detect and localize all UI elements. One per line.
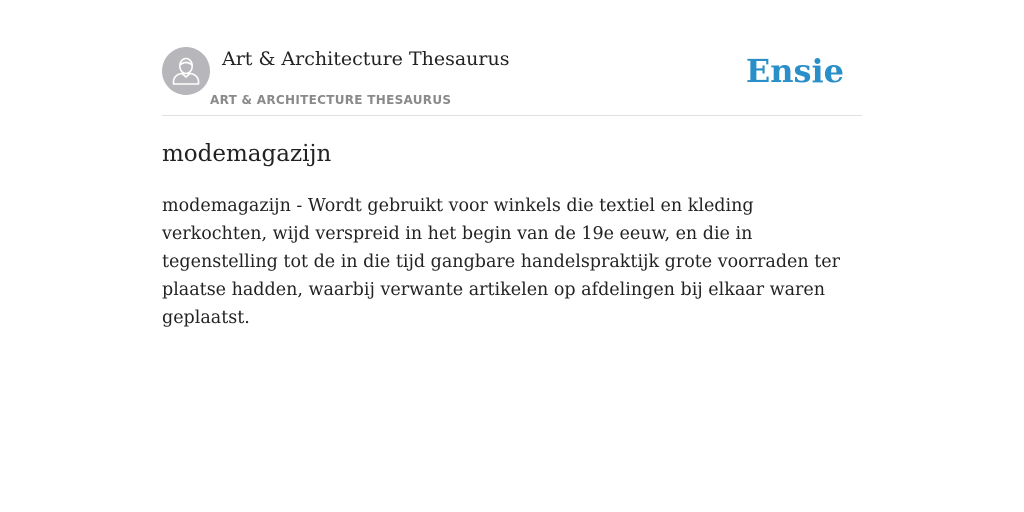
user-avatar-icon[interactable] xyxy=(162,47,210,95)
source-label[interactable]: ART & ARCHITECTURE THESAURUS xyxy=(210,93,452,107)
header xyxy=(162,47,862,116)
author-name[interactable]: Art & Architecture Thesaurus xyxy=(222,48,510,70)
term-title: modemagazijn xyxy=(162,141,332,167)
ensie-logo[interactable]: Ensie xyxy=(745,52,844,90)
definition-text: modemagazijn - Wordt gebruikt voor winkels die textiel en kleding verkochten, wijd verspreid in het begin van de 19e eeuw, en die in tegenstelling tot de in die tijd gangbare handelspraktijk grote voorraden ter plaatse hadden, waarbij verwante artikelen op afdelingen bij elkaar waren geplaatst. xyxy=(162,196,840,328)
